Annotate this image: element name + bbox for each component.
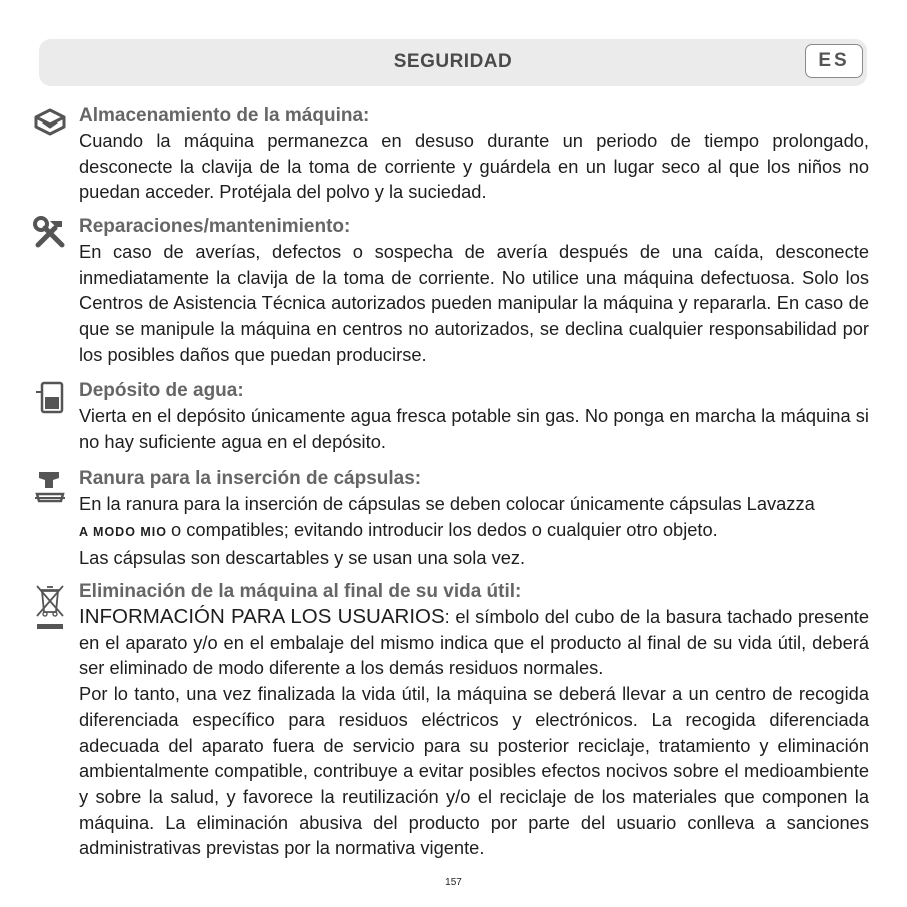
brand-logo-text: A MODO MIO [79,524,168,539]
water-tank-icon [33,380,67,414]
section-paragraph: Por lo tanto, una vez finalizada la vida útil, la máquina se deberá llevar a un centro de recogida diferenciada específico para residuos eléctricos y electrónicos. La recogida diferenciada adecuada del aparato fuera de servicio para su posterior reciclaje, tratamiento y eliminación ambientalmente compatible, contribuye a evitar posibles efectos nocivos sobre el medioambiente y sobre la salud, y favorece la reutilización y/o el reciclaje de los materiales que componen la máquina. La eliminación abusiva del producto por parte del usuario conlleva a sanciones administrativas previstas por la normativa vigente. [79,683,869,859]
section-title: Reparaciones/mantenimiento: [79,216,351,237]
section-body [79,128,869,205]
section-title: Ranura para la inserción de cápsulas: [79,468,422,489]
users-info-heading: INFORMACIÓN PARA LOS USUARIOS [79,605,445,628]
section-storage [79,104,869,205]
section-title: Depósito de agua: [79,380,244,401]
section-body [79,491,869,571]
language-badge: ES [805,44,863,78]
crossed-bin-icon [33,582,67,630]
section-paragraph-brand-line: A MODO MIO o compatibles; evitando introducir los dedos o cualquier otro objeto. [79,518,718,540]
section-paragraph: En caso de averías, defectos o sospecha de avería después de una caída, desconecte inmediatamente la clavija de la toma de corriente. No utilice una máquina defectuosa. Solo los Centros de Asistencia Técnica autorizados pueden manipular la máquina y repararla. En caso de que se manipule la máquina en centros no autorizados, se declina cualquier responsabilidad por los posibles daños que puedan producirse. [79,241,869,365]
section-disposal [79,580,869,861]
section-capsule-slot [79,467,869,571]
section-paragraph: INFORMACIÓN PARA LOS USUARIOS: el símbolo del cubo de la basura tachado presente en el aparato y/o en el embalaje del mismo indica que el producto al final de su vida útil, deberá ser eliminado de modo diferente a los demás residuos normales. [79,605,869,679]
capsule-slot-icon [33,468,67,508]
section-water-tank [79,379,869,454]
section-body [79,403,869,454]
page-number: 157 [445,877,462,888]
section-paragraph: En la ranura para la inserción de cápsulas se deben colocar únicamente cápsulas Lavazza [79,493,815,514]
page-title: SEGURIDAD [393,51,513,72]
section-title: Eliminación de la máquina al final de su vida útil: [79,581,522,602]
header-bar [39,39,867,86]
section-paragraph: Las cápsulas son descartables y se usan una sola vez. [79,547,526,569]
section-body [79,239,869,368]
section-paragraph: Vierta en el depósito únicamente agua fresca potable sin gas. No ponga en marcha la máquina si no hay suficiente agua en el depósito. [79,405,869,452]
section-repairs [79,215,869,368]
storage-box-icon [33,105,67,139]
section-paragraph: Cuando la máquina permanezca en desuso durante un periodo de tiempo prolongado, desconecte la clavija de la toma de corriente y guárdela en un lugar seco al que los niños no puedan acceder. Protéjala del polvo y la suciedad. [79,130,869,203]
section-title: Almacenamiento de la máquina: [79,105,370,126]
tools-icon [33,216,67,250]
section-body [79,604,869,861]
